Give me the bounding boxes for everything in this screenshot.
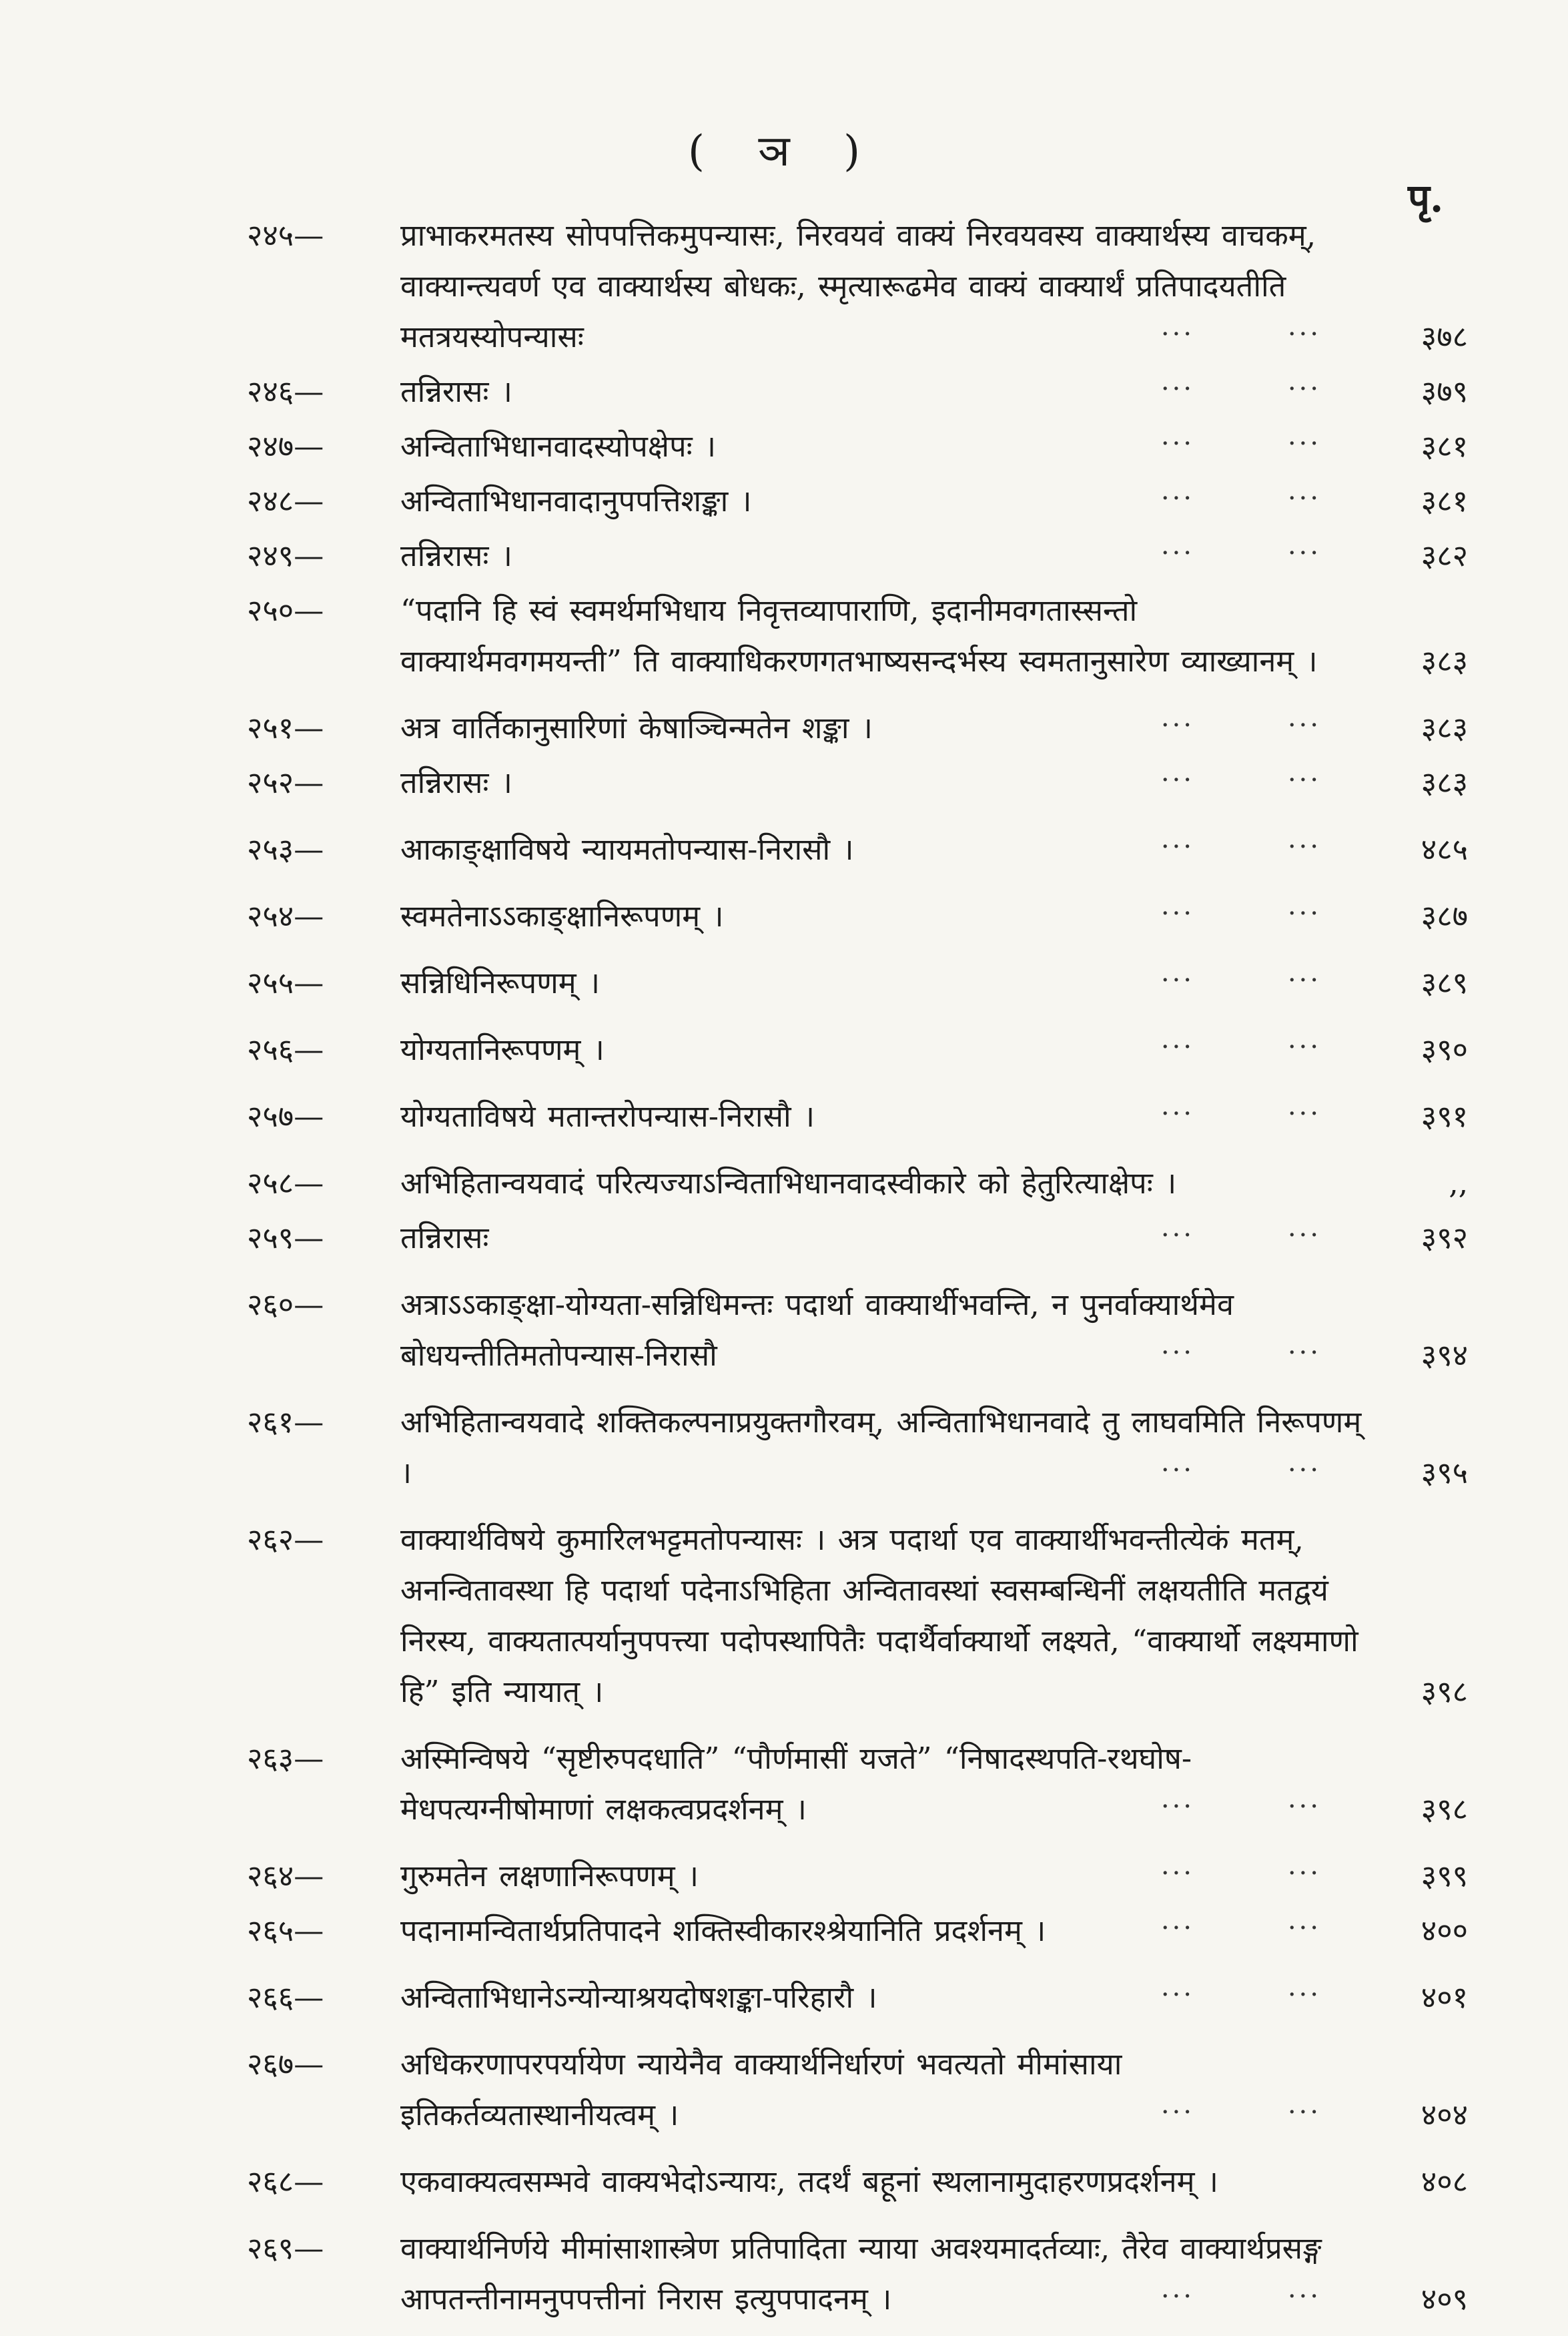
entry-page-number: ३९१ xyxy=(1421,1099,1468,1134)
leader-dots: ... xyxy=(1287,1091,1321,1121)
leader-dots: ... xyxy=(1160,311,1194,342)
entry-number: २६२— xyxy=(247,1522,324,1557)
leader-dots: ... xyxy=(1287,757,1321,788)
contents-entry xyxy=(247,1514,1468,1717)
entry-text: तन्निरासः xyxy=(400,1220,489,1255)
leader-dots: ... xyxy=(1160,2273,1194,2304)
leader-dots: ... xyxy=(1287,702,1321,733)
leader-dots: ... xyxy=(1160,1905,1194,1936)
contents-entry xyxy=(247,1733,1468,1835)
entry-number: २५०— xyxy=(247,593,324,628)
entry-number: २६४— xyxy=(247,1858,324,1893)
entry-number: २५४— xyxy=(247,898,324,934)
entry-text: वाक्यार्थनिर्णये मीमांसाशास्त्रेण प्रतिपादिता न्याया अवश्यमादर्तव्याः, तैरेव वाक्यार्थप्रसङ्ग आपतन्तीनामनुपपत्तीनां निरास इत्युपपादनम् । xyxy=(400,2231,1322,2317)
entry-text: अन्विताभिधानवादस्योपक्षेपः । xyxy=(400,428,717,464)
contents-entry xyxy=(247,1213,1468,1263)
entry-page-number: ३९० xyxy=(1421,1032,1468,1067)
contents-entry xyxy=(247,1851,1468,1902)
entry-text: योग्यताविषये मतान्तरोपन्यास-निरासौ । xyxy=(400,1099,815,1134)
entry-page-number: ३९८ xyxy=(1421,1674,1468,1709)
entry-page-number: ३९२ xyxy=(1421,1220,1468,1255)
entry-page-number: ४०४ xyxy=(1421,2097,1468,2132)
leader-dots: ... xyxy=(1287,475,1321,506)
entry-number: २५३— xyxy=(247,832,324,867)
entry-number: २६७— xyxy=(247,2046,324,2082)
contents-entry xyxy=(247,2039,1468,2140)
entry-page-number: ४०९ xyxy=(1421,2281,1468,2317)
entry-text: एकवाक्यत्वसम्भवे वाक्यभेदोऽन्यायः, तदर्थं बहूनां स्थलानामुदाहरणप्रदर्शनम् । xyxy=(400,2164,1218,2199)
entry-number: २६९— xyxy=(247,2231,324,2266)
contents-entry xyxy=(247,1091,1468,1142)
entry-number: २४९— xyxy=(247,538,324,573)
contents-entry xyxy=(247,2156,1468,2207)
contents-list xyxy=(0,210,1568,2329)
entry-number: २५६— xyxy=(247,1032,324,1067)
entry-number: २४६— xyxy=(247,374,324,409)
entry-text: अन्विताभिधानवादानुपपत्तिशङ्का । xyxy=(400,483,752,519)
contents-entry xyxy=(247,758,1468,808)
leader-dots: ... xyxy=(1287,420,1321,451)
entry-number: २५२— xyxy=(247,765,324,800)
entry-page-number: ४०८ xyxy=(1421,2164,1468,2199)
entry-page-number: ४०१ xyxy=(1421,1980,1468,2015)
entry-text: आकाङ्क्षाविषये न्यायमतोपन्यास-निरासौ । xyxy=(400,832,854,867)
entry-page-number: ३९९ xyxy=(1421,1858,1468,1893)
entry-number: २५५— xyxy=(247,965,324,1000)
contents-entry xyxy=(247,958,1468,1008)
leader-dots: ... xyxy=(1287,957,1321,988)
contents-entry xyxy=(247,366,1468,417)
entry-text: अत्राऽऽकाङ्क्षा-योग्यता-सन्निधिमन्तः पदार्था वाक्यार्थीभवन्ति, न पुनर्वाक्यार्थमेव बोधयन्तीतिमतोपन्यास-निरासौ xyxy=(400,1287,1234,1373)
entry-text: गुरुमतेन लक्षणानिरूपणम् । xyxy=(400,1858,699,1893)
entry-text: स्वमतेनाऽऽकाङ्क्षानिरूपणम् । xyxy=(400,898,724,934)
entry-page-number: ३८७ xyxy=(1421,898,1468,934)
entry-text: अस्मिन्विषये “सृष्टीरुपदधाति” “पौर्णमासीं यजते” “निषादस्थपति-रथघोष-मेधपत्यग्नीषोमाणां लक्षकत्वप्रदर्शनम् । xyxy=(400,1741,1192,1827)
leader-dots: ... xyxy=(1287,366,1321,396)
leader-dots: ... xyxy=(1160,366,1194,396)
leader-dots: ... xyxy=(1287,1330,1321,1360)
leader-dots: ... xyxy=(1160,1783,1194,1814)
entry-text: अभिहितान्वयवादे शक्तिकल्पनाप्रयुक्तगौरवम्, अन्विताभिधानवादे तु लाघवमिति निरूपणम् । xyxy=(400,1404,1362,1490)
contents-entry xyxy=(247,421,1468,472)
entry-text: वाक्यार्थविषये कुमारिलभट्टमतोपन्यासः । अत्र पदार्था एव वाक्यार्थीभवन्तीत्येकं मतम्, अनन्वितावस्था हि पदार्था पदेनाऽभिहिता अन्वितावस्थां स्वसम्बन्धिनीं लक्षयतीति मतद्वयं निरस्य, वाक्यतात्पर्यानुपपत्त्या पदोपस्थापितैः पदार्थैर्वाक्यार्थो लक्ष्यते, “वाक्यार्थो लक्ष्यमाणो हि” इति न्यायात् । xyxy=(400,1522,1358,1709)
leader-dots: ... xyxy=(1287,824,1321,854)
leader-dots: ... xyxy=(1160,1850,1194,1881)
contents-entry xyxy=(247,476,1468,527)
contents-entry xyxy=(247,1279,1468,1381)
entry-page-number: ३८३ xyxy=(1421,710,1468,746)
entry-number: २५९— xyxy=(247,1220,324,1255)
leader-dots: ... xyxy=(1287,1905,1321,1936)
leader-dots: ... xyxy=(1287,1972,1321,2002)
entry-number: २५७— xyxy=(247,1099,324,1134)
entry-text: “पदानि हि स्वं स्वमर्थमभिधाय निवृत्तव्यापाराणि, इदानीमवगतास्सन्तो वाक्यार्थमवगमयन्ती” ति वाक्याधिकरणगतभाष्यसन्दर्भस्य स्वमतानुसारेण व्याख्यानम् । xyxy=(400,593,1318,679)
entry-text: अन्विताभिधानेऽन्योन्याश्रयदोषशङ्का-परिहारौ । xyxy=(400,1980,877,2015)
entry-text: पदानामन्वितार्थप्रतिपादने शक्तिस्वीकारश्श्रेयानिति प्रदर्शनम् । xyxy=(400,1913,1046,1948)
entry-text: तन्निरासः । xyxy=(400,765,512,800)
leader-dots: ... xyxy=(1287,1850,1321,1881)
leader-dots: ... xyxy=(1160,1091,1194,1121)
entry-text: अभिहितान्वयवादं परित्यज्याऽन्विताभिधानवादस्वीकारे को हेतुरित्याक्षेपः । xyxy=(400,1165,1177,1201)
entry-number: २४५— xyxy=(247,218,324,253)
contents-entry xyxy=(247,1906,1468,1956)
entry-number: २६६— xyxy=(247,1980,324,2015)
entry-number: २६८— xyxy=(247,2164,324,2199)
entry-page-number: ३८३ xyxy=(1421,765,1468,800)
entry-number: २६३— xyxy=(247,1741,324,1776)
entry-text: सन्निधिनिरूपणम् । xyxy=(400,965,601,1000)
entry-number: २५१— xyxy=(247,710,324,746)
entry-page-number: ४०० xyxy=(1421,1913,1468,1948)
entry-text: योग्यतानिरूपणम् । xyxy=(400,1032,605,1067)
leader-dots: ... xyxy=(1160,824,1194,854)
contents-entry xyxy=(247,2223,1468,2325)
entry-number: २५८— xyxy=(247,1165,324,1201)
leader-dots: ... xyxy=(1287,2089,1321,2120)
entry-page-number: ३८१ xyxy=(1421,428,1468,464)
leader-dots: ... xyxy=(1160,530,1194,561)
entry-number: २६१— xyxy=(247,1404,324,1440)
entry-page-number: ३९८ xyxy=(1421,1791,1468,1827)
entry-number: २६५— xyxy=(247,1913,324,1948)
leader-dots: ... xyxy=(1287,1024,1321,1055)
leader-dots: ... xyxy=(1287,1212,1321,1243)
page-column-label: पृ. xyxy=(1408,176,1444,221)
leader-dots: ... xyxy=(1160,1447,1194,1478)
leader-dots: ... xyxy=(1160,1212,1194,1243)
leader-dots: ... xyxy=(1160,420,1194,451)
leader-dots: ... xyxy=(1160,475,1194,506)
page-header: ( ञ ) xyxy=(687,127,881,176)
entry-text: अधिकरणापरपर्यायेण न्यायेनैव वाक्यार्थनिर्धारणं भवत्यतो मीमांसाया इतिकर्तव्यतास्थानीयत्वम् । xyxy=(400,2046,1122,2132)
entry-page-number: ३७८ xyxy=(1421,319,1468,354)
contents-entry xyxy=(247,1025,1468,1075)
leader-dots: ... xyxy=(1160,957,1194,988)
entry-text: तन्निरासः । xyxy=(400,538,512,573)
contents-entry xyxy=(247,210,1468,362)
entry-page-number: ३९५ xyxy=(1421,1455,1468,1490)
leader-dots: ... xyxy=(1160,1024,1194,1055)
contents-entry xyxy=(247,1158,1468,1209)
entry-page-number: ३९४ xyxy=(1421,1338,1468,1373)
leader-dots: ... xyxy=(1287,1783,1321,1814)
contents-entry xyxy=(247,703,1468,754)
entry-page-number: ३८३ xyxy=(1421,643,1468,679)
entry-page-number: ३८९ xyxy=(1421,965,1468,1000)
contents-entry xyxy=(247,824,1468,875)
entry-page-number: ३८२ xyxy=(1421,538,1468,573)
contents-entry xyxy=(247,891,1468,942)
leader-dots: ... xyxy=(1160,702,1194,733)
entry-text: तन्निरासः । xyxy=(400,374,512,409)
contents-entry xyxy=(247,531,1468,581)
leader-dots: ... xyxy=(1160,1972,1194,2002)
leader-dots: ... xyxy=(1160,1330,1194,1360)
entry-number: २४७— xyxy=(247,428,324,464)
leader-dots: ... xyxy=(1287,311,1321,342)
leader-dots: ... xyxy=(1160,2089,1194,2120)
entry-page-number: ,, xyxy=(1449,1165,1468,1201)
leader-dots: ... xyxy=(1287,1447,1321,1478)
leader-dots: ... xyxy=(1160,890,1194,921)
entry-text: प्राभाकरमतस्य सोपपत्तिकमुपन्यासः, निरवयवं वाक्यं निरवयवस्य वाक्यार्थस्य वाचकम्, वाक्यान्त्यवर्ण एव वाक्यार्थस्य बोधकः, स्मृत्यारूढमेव वाक्यं वाक्यार्थं प्रतिपादयतीति मतत्रयस्योपन्यासः xyxy=(400,218,1316,354)
entry-number: २४८— xyxy=(247,483,324,519)
leader-dots: ... xyxy=(1287,530,1321,561)
entry-page-number: ३७९ xyxy=(1421,374,1468,409)
entry-page-number: ३८१ xyxy=(1421,483,1468,519)
contents-entry xyxy=(247,585,1468,687)
leader-dots: ... xyxy=(1287,890,1321,921)
entry-text: अत्र वार्तिकानुसारिणां केषाञ्चिन्मतेन शङ्का । xyxy=(400,710,873,746)
entry-page-number: ४८५ xyxy=(1421,832,1468,867)
contents-entry xyxy=(247,1397,1468,1498)
entry-number: २६०— xyxy=(247,1287,324,1322)
leader-dots: ... xyxy=(1287,2273,1321,2304)
leader-dots: ... xyxy=(1160,757,1194,788)
contents-entry xyxy=(247,1972,1468,2023)
